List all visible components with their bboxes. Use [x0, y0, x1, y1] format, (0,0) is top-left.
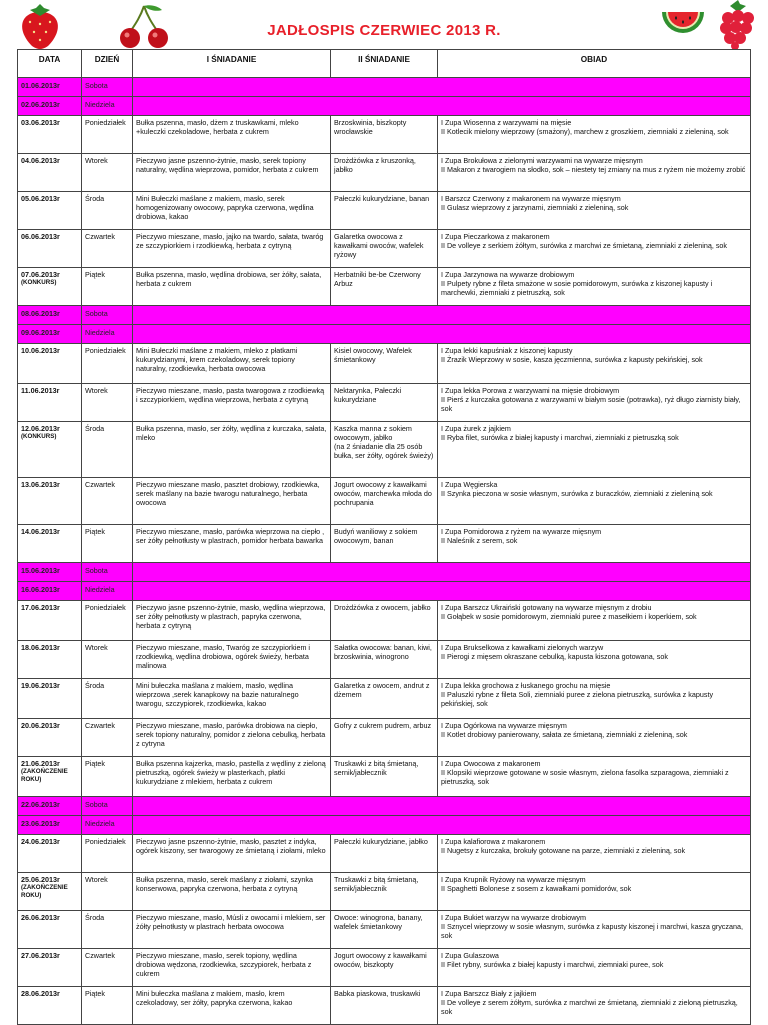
day-cell: Poniedziałek: [82, 835, 133, 873]
weekend-row: [18, 306, 751, 325]
breakfast-2-cell: Drożdżówka z kruszonką, jabłko: [331, 154, 438, 192]
breakfast-1-cell: Bułka pszenna, masło, serek maślany z ziołami, szynka konserwowa, papryka czerwona, herbata z cytryną: [133, 873, 331, 911]
date-cell: 05.06.2013r: [18, 192, 82, 230]
date-cell: 16.06.2013r: [18, 582, 82, 601]
weekend-fill: [133, 97, 751, 116]
breakfast-2-cell: Galaretka owocowa z kawałkami owoców, wafelek ryżowy: [331, 230, 438, 268]
strawberry-icon: [10, 2, 70, 50]
table-row: [18, 757, 751, 797]
table-row: [18, 192, 751, 230]
weekend-row: [18, 563, 751, 582]
day-cell: Sobota: [82, 78, 133, 97]
table-row: [18, 911, 751, 949]
breakfast-1-cell: Bułka pszenna, masło, dżem z truskawkami, mleko +kuleczki czekoladowe, herbata z cukrem: [133, 116, 331, 154]
breakfast-1-cell: Pieczywo jasne pszenno-żytnie, masło, wędlina wieprzowa, ser żółty pełnotłusty w plastrach, papryka czerwona, herbata z cytryną: [133, 601, 331, 641]
table-row: [18, 268, 751, 306]
breakfast-1-cell: Bułka pszenna, masło, ser żółty, wędlina z kurczaka, sałata, mleko: [133, 422, 331, 478]
breakfast-2-cell: Truskawki z bitą śmietaną, sernik/jabłecznik: [331, 757, 438, 797]
date-cell: 10.06.2013r: [18, 344, 82, 384]
day-cell: Środa: [82, 679, 133, 719]
day-cell: Poniedziałek: [82, 116, 133, 154]
table-row: [18, 116, 751, 154]
weekend-fill: [133, 582, 751, 601]
watermelon-icon: [658, 6, 708, 46]
breakfast-2-cell: Budyń waniliowy z sokiem owocowym, banan: [331, 525, 438, 563]
table-row: [18, 230, 751, 268]
table-row: [18, 154, 751, 192]
breakfast-1-cell: Pieczywo mieszane masło, pasztet drobiowy, rzodkiewka, serek maślany na bazie twarogu naturalnego, herbata owocowa: [133, 478, 331, 525]
breakfast-1-cell: Pieczywo mieszane, masło, Músli z owocami i mlekiem, ser żółty pełnotłusty w plastrach herbata owocowa: [133, 911, 331, 949]
breakfast-2-cell: Pałeczki kukurydziane, jabłko: [331, 835, 438, 873]
date-cell: 11.06.2013r: [18, 384, 82, 422]
table-row: [18, 641, 751, 679]
day-cell: Poniedziałek: [82, 344, 133, 384]
day-cell: Wtorek: [82, 384, 133, 422]
date-cell: 26.06.2013r: [18, 911, 82, 949]
date-cell: 17.06.2013r: [18, 601, 82, 641]
date-cell: 01.06.2013r: [18, 78, 82, 97]
breakfast-2-cell: Jogurt owocowy z kawałkami owoców, biszkopty: [331, 949, 438, 987]
table-row: [18, 987, 751, 1025]
weekend-fill: [133, 816, 751, 835]
table-row: [18, 422, 751, 478]
day-cell: Niedziela: [82, 97, 133, 116]
table-row: [18, 478, 751, 525]
table-row: [18, 679, 751, 719]
day-cell: Czwartek: [82, 478, 133, 525]
date-cell: 09.06.2013r: [18, 325, 82, 344]
date-cell: 20.06.2013r: [18, 719, 82, 757]
weekend-fill: [133, 563, 751, 582]
dinner-cell: I Zupa Ogórkowa na wywarze mięsnym II Kotlet drobiowy panierowany, sałata ze śmietaną, ziemniaki z zieleniną, sok: [438, 719, 751, 757]
header-date: DATA: [18, 50, 82, 78]
date-cell: 22.06.2013r: [18, 797, 82, 816]
date-cell: 27.06.2013r: [18, 949, 82, 987]
dinner-cell: I Zupa kalafiorowa z makaronem II Nugetsy z kurczaka, brokuły gotowane na parze, ziemniaki z zieleniną, sok: [438, 835, 751, 873]
weekend-fill: [133, 78, 751, 97]
menu-table: [17, 49, 751, 1025]
day-cell: Piątek: [82, 525, 133, 563]
breakfast-1-cell: Bułka pszenna kajzerka, masło, pastella z wędliny z zieloną pietruszką, ogórek świeży w plasterkach, płatki kukurydziane z mlekiem, herbata z cukrem: [133, 757, 331, 797]
day-cell: Niedziela: [82, 582, 133, 601]
date-cell: 13.06.2013r: [18, 478, 82, 525]
header-breakfast-2: II ŚNIADANIE: [331, 50, 438, 78]
breakfast-1-cell: Pieczywo jasne pszenno-żytnie, masło, serek topiony naturalny, wędlina wieprzowa, pomidor, herbata z cukrem: [133, 154, 331, 192]
breakfast-1-cell: Pieczywo jasne pszenno-żytnie, masło, pasztet z indyka, ogórek kiszony, ser twarogowy ze śmietaną i ziołami, mleko: [133, 835, 331, 873]
day-cell: Czwartek: [82, 719, 133, 757]
weekend-fill: [133, 797, 751, 816]
date-cell: 21.06.2013r (ZAKOŃCZENIE ROKU): [18, 757, 82, 797]
weekend-row: [18, 797, 751, 816]
dinner-cell: I Zupa Barszcz Ukraiński gotowany na wywarze mięsnym z drobiu II Gołąbek w sosie pomidorowym, ziemniaki puree z masełkiem i koperkiem, sok: [438, 601, 751, 641]
table-row: [18, 719, 751, 757]
cherry-icon: [116, 2, 172, 50]
date-cell: 24.06.2013r: [18, 835, 82, 873]
dinner-cell: I Zupa Węgierska II Szynka pieczona w sosie własnym, surówka z buraczków, ziemniaki z zieleniną sok: [438, 478, 751, 525]
dinner-cell: I Zupa Owocowa z makaronem II Klopsiki wieprzowe gotowane w sosie własnym, zielona fasolka szparagowa, ziemniaki z pietruszką, sok: [438, 757, 751, 797]
day-cell: Czwartek: [82, 230, 133, 268]
date-cell: 07.06.2013r (KONKURS): [18, 268, 82, 306]
day-cell: Wtorek: [82, 641, 133, 679]
breakfast-2-cell: Kaszka manna z sokiem owocowym, jabłko (na 2 śniadanie dla 25 osób bułka, ser żółty, ogórek świeży): [331, 422, 438, 478]
breakfast-1-cell: Pieczywo mieszane, masło, Twaróg ze szczypiorkiem i rzodkiewką, wędlina drobiowa, ogórek świeży, herbata malinowa: [133, 641, 331, 679]
weekend-row: [18, 97, 751, 116]
date-cell: 14.06.2013r: [18, 525, 82, 563]
breakfast-2-cell: Kisiel owocowy, Wafelek śmietankowy: [331, 344, 438, 384]
day-cell: Środa: [82, 422, 133, 478]
day-cell: Piątek: [82, 987, 133, 1025]
breakfast-1-cell: Mini Bułeczki maślane z makiem, masło, serek homogenizowany owocowy, papryka czerwona, wędlina drobiowa, kakao: [133, 192, 331, 230]
breakfast-2-cell: Truskawki z bitą śmietaną, sernik/jabłecznik: [331, 873, 438, 911]
dinner-cell: I Zupa Barszcz Biały z jajkiem II De volleye z serem żółtym, surówka z marchwi ze śmietaną, ziemniaki z zieloną pietruszką, sok: [438, 987, 751, 1025]
day-cell: Poniedziałek: [82, 601, 133, 641]
day-cell: Piątek: [82, 757, 133, 797]
dinner-cell: I Zupa Bukiet warzyw na wywarze drobiowym II Sznycel wieprzowy w sosie własnym, surówka z kapusty kiszonej i marchwi, kasza gryczana, sok: [438, 911, 751, 949]
date-cell: 18.06.2013r: [18, 641, 82, 679]
header-row: [18, 50, 751, 78]
breakfast-2-cell: Brzoskwinia, biszkopty wrocławskie: [331, 116, 438, 154]
raspberry-icon: [708, 0, 762, 50]
header-dinner: OBIAD: [438, 50, 751, 78]
day-cell: Wtorek: [82, 873, 133, 911]
breakfast-1-cell: Pieczywo mieszane, masło, jajko na twardo, sałata, twaróg ze szczypiorkiem i rzodkiewką, herbata z cytryną: [133, 230, 331, 268]
dinner-cell: I Zupa Brokułowa z zielonymi warzywami na wywarze mięsnym II Makaron z twarogiem na słodko, sok – niestety tej zmiany na mus z ryżem nie możemy zrobić: [438, 154, 751, 192]
dinner-cell: I Zupa Gulaszowa II Filet rybny, surówka z białej kapusty i marchwi, ziemniaki puree, sok: [438, 949, 751, 987]
day-cell: Środa: [82, 192, 133, 230]
date-cell: 08.06.2013r: [18, 306, 82, 325]
weekend-row: [18, 582, 751, 601]
breakfast-2-cell: Drożdżówka z owocem, jabłko: [331, 601, 438, 641]
header-breakfast-1: I ŚNIADANIE: [133, 50, 331, 78]
dinner-cell: I Zupa żurek z jajkiem II Ryba filet, surówka z białej kapusty i marchwi, ziemniaki z pietruszką sok: [438, 422, 751, 478]
dinner-cell: I Zupa Pomidorowa z ryżem na wywarze mięsnym II Naleśnik z serem, sok: [438, 525, 751, 563]
page-title: JADŁOSPIS CZERWIEC 2013 R.: [267, 22, 501, 39]
day-cell: Czwartek: [82, 949, 133, 987]
day-cell: Środa: [82, 911, 133, 949]
breakfast-2-cell: Pałeczki kukurydziane, banan: [331, 192, 438, 230]
breakfast-1-cell: Mini Bułeczki maślane z makiem, mleko z płatkami kukurydzianymi, krem czekoladowy, serek topiony naturalny, rzodkiewka, herbata owocowa: [133, 344, 331, 384]
breakfast-1-cell: Pieczywo mieszane, masło, parówka wieprzowa na ciepło , ser żółty pełnotłusty w plastrach, pomidor herbata bawarka: [133, 525, 331, 563]
dinner-cell: I Zupa Wiosenna z warzywami na mięsie II Kotlecik mielony wieprzowy (smażony), marchew z groszkiem, ziemniaki z zieleniną, sok: [438, 116, 751, 154]
breakfast-2-cell: Galaretka z owocem, andrut z dżemem: [331, 679, 438, 719]
weekend-fill: [133, 325, 751, 344]
date-cell: 03.06.2013r: [18, 116, 82, 154]
dinner-cell: I Zupa Pieczarkowa z makaronem II De volleye z serkiem żółtym, surówka z marchwi ze śmietaną, ziemniaki z zieleniną, sok: [438, 230, 751, 268]
breakfast-2-cell: Owoce: winogrona, banany, wafelek śmietankowy: [331, 911, 438, 949]
weekend-row: [18, 816, 751, 835]
breakfast-1-cell: Mini bułeczka maślana z makiem, masło, wędlina wieprzowa ,serek kanapkowy na bazie naturalnego twarogu, szczypiorek, rzodkiewka, kakao: [133, 679, 331, 719]
weekend-row: [18, 78, 751, 97]
date-note: (KONKURS): [21, 279, 57, 286]
breakfast-1-cell: Pieczywo mieszane, masło, pasta twarogowa z rzodkiewką i szczypiorkiem, wędlina wieprzowa, herbata z cytryną: [133, 384, 331, 422]
dinner-cell: I Zupa lekka grochowa z łuskanego grochu na mięsie II Paluszki rybne z fileta Soli, ziemniaki puree z zielona pietruszką, surówka z kapusty pekińskiej, sok: [438, 679, 751, 719]
breakfast-2-cell: Jogurt owocowy z kawałkami owoców, marchewka młoda do pochrupania: [331, 478, 438, 525]
breakfast-1-cell: Bułka pszenna, masło, wędlina drobiowa, ser żółty, sałata, herbata z cukrem: [133, 268, 331, 306]
header-day: DZIEŃ: [82, 50, 133, 78]
table-row: [18, 384, 751, 422]
day-cell: Niedziela: [82, 816, 133, 835]
menu-body: [18, 78, 751, 1025]
date-cell: 25.06.2013r (ZAKOŃCZENIE ROKU): [18, 873, 82, 911]
dinner-cell: I Zupa lekka Porowa z warzywami na mięsie drobiowym II Pierś z kurczaka gotowana z warzywami w białym sosie (potrawka), ryż długo ziarnisty biały, sok: [438, 384, 751, 422]
date-cell: 28.06.2013r: [18, 987, 82, 1025]
day-cell: Piątek: [82, 268, 133, 306]
dinner-cell: I Barszcz Czerwony z makaronem na wywarze mięsnym II Gulasz wieprzowy z jarzynami, ziemniaki z zieleniną, sok: [438, 192, 751, 230]
date-cell: 06.06.2013r: [18, 230, 82, 268]
day-cell: Sobota: [82, 306, 133, 325]
table-row: [18, 835, 751, 873]
date-cell: 15.06.2013r: [18, 563, 82, 582]
dinner-cell: I Zupa Krupnik Ryżowy na wywarze mięsnym II Spaghetti Bolonese z sosem z kawałkami pomidorów, sok: [438, 873, 751, 911]
breakfast-1-cell: Pieczywo mieszane, masło, parówka drobiowa na ciepło, serek topiony naturalny, pomidor z zielona cebulką, herbata z cytryna: [133, 719, 331, 757]
date-note: (KONKURS): [21, 433, 57, 440]
day-cell: Sobota: [82, 563, 133, 582]
breakfast-2-cell: Gofry z cukrem pudrem, arbuz: [331, 719, 438, 757]
table-row: [18, 344, 751, 384]
breakfast-2-cell: Sałatka owocowa: banan, kiwi, brzoskwinia, winogrono: [331, 641, 438, 679]
table-row: [18, 873, 751, 911]
day-cell: Wtorek: [82, 154, 133, 192]
date-cell: 12.06.2013r (KONKURS): [18, 422, 82, 478]
day-cell: Sobota: [82, 797, 133, 816]
breakfast-2-cell: Babka piaskowa, truskawki: [331, 987, 438, 1025]
dinner-cell: I Zupa Brukselkowa z kawałkami zielonych warzyw II Pierogi z mięsem okraszane cebulką, kapusta kiszona gotowana, sok: [438, 641, 751, 679]
breakfast-1-cell: Mini bułeczka maślana z makiem, masło, krem czekoladowy, ser żółty, papryka czerwona, kakao: [133, 987, 331, 1025]
breakfast-2-cell: Herbatniki be-be Czerwony Arbuz: [331, 268, 438, 306]
dinner-cell: I Zupa lekki kapuśniak z kiszonej kapusty II Żrazik Wieprzowy w sosie, kasza jęczmienna, surówka z kapusty pekińskiej, sok: [438, 344, 751, 384]
table-row: [18, 949, 751, 987]
date-cell: 02.06.2013r: [18, 97, 82, 116]
day-cell: Niedziela: [82, 325, 133, 344]
table-row: [18, 601, 751, 641]
date-cell: 23.06.2013r: [18, 816, 82, 835]
date-note: (ZAKOŃCZENIE ROKU): [21, 768, 68, 783]
weekend-fill: [133, 306, 751, 325]
date-cell: 04.06.2013r: [18, 154, 82, 192]
date-cell: 19.06.2013r: [18, 679, 82, 719]
breakfast-1-cell: Pieczywo mieszane, masło, serek topiony, wędlina drobiowa wędzona, rzodkiewka, szczypiorek, herbata z cukrem: [133, 949, 331, 987]
table-row: [18, 525, 751, 563]
weekend-row: [18, 325, 751, 344]
breakfast-2-cell: Nektarynka, Pałeczki kukurydziane: [331, 384, 438, 422]
date-note: (ZAKOŃCZENIE ROKU): [21, 884, 68, 899]
dinner-cell: I Zupa Jarzynowa na wywarze drobiowym II Pulpety rybne z fileta smażone w sosie pomidorowym, surówka z kiszonej kapusty i marchewki, ziemniaki z pietruszką, sok: [438, 268, 751, 306]
